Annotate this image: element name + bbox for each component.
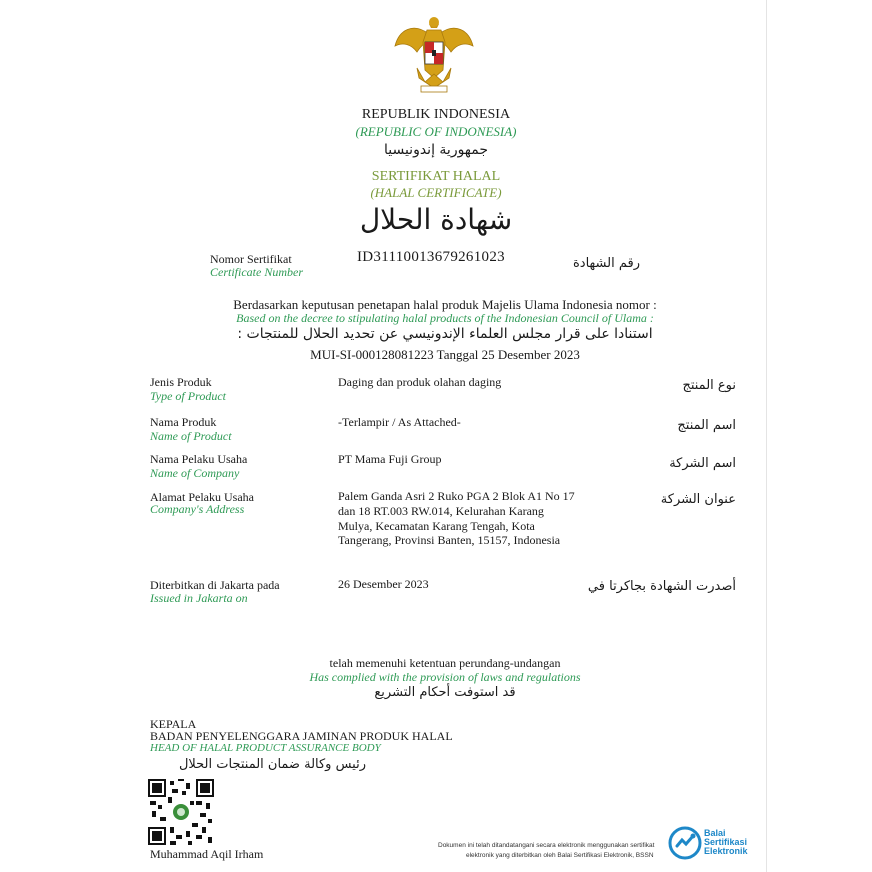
signatory-title-id: KEPALA (150, 717, 197, 731)
page-edge-divider (766, 0, 767, 872)
e-signature-note-line1: Dokumen ini telah ditandatangani secara elektronik menggunakan sertifikat (438, 842, 655, 849)
field-label-ar: نوع المنتج (682, 378, 736, 393)
qr-code-icon (148, 779, 214, 845)
country-name-id: REPUBLIK INDONESIA (361, 107, 511, 122)
field-label-id: Jenis Produk (150, 375, 212, 389)
certificate-number-label-en: Certificate Number (210, 265, 303, 279)
bse-name-line2: Sertifikasi (704, 837, 748, 847)
signatory-agency-id: BADAN PENYELENGGARA JAMINAN PRODUK HALAL (150, 729, 453, 743)
certificate-title-ar: شهادة الحلال (359, 203, 513, 236)
bse-name-line1: Balai (704, 828, 726, 838)
certificate-number-label-id: Nomor Sertifikat (210, 252, 292, 266)
signatory-name: Muhammad Aqil Irham (150, 847, 264, 861)
decree-text-ar: استنادا على قرار مجلس العلماء الإندونيسي عن تحديد الحلال للمنتجات : (237, 326, 653, 342)
decree-text-en: Based on the decree to stipulating halal products of the Indonesian Council of Ulama : (236, 311, 654, 325)
garuda-emblem-icon (393, 12, 475, 96)
certificate-title-id: SERTIFIKAT HALAL (371, 169, 501, 184)
issued-label-id: Diterbitkan di Jakarta pada (150, 578, 280, 592)
field-label-en: Name of Company (150, 466, 240, 480)
field-value: PT Mama Fuji Group (338, 452, 442, 466)
bse-name-line3: Elektronik (704, 846, 748, 856)
certificate-number: ID31110013679261023 (357, 249, 505, 265)
e-signature-note-line2: elektronik yang diterbitkan oleh Balai Sertifikasi Elektronik, BSSN (466, 852, 654, 859)
field-label-ar: اسم المنتج (677, 418, 736, 433)
field-label-id: Nama Pelaku Usaha (150, 452, 248, 466)
certificate-title-en: (HALAL CERTIFICATE) (370, 185, 502, 200)
bse-logo-icon (668, 826, 702, 860)
certificate-number-label-ar: رقم الشهادة (573, 256, 640, 271)
field-value: Daging dan produk olahan daging (338, 375, 502, 389)
address-line: Palem Ganda Asri 2 Ruko PGA 2 Blok A1 No 17 (338, 489, 575, 503)
signatory-title-ar: رئيس وكالة ضمان المنتجات الحلال (178, 757, 366, 772)
field-label-id: Alamat Pelaku Usaha (150, 490, 254, 504)
decree-number: MUI-SI-000128081223 Tanggal 25 Desember 2023 (310, 347, 580, 362)
field-label-id: Nama Produk (150, 415, 217, 429)
compliance-text-ar: قد استوفت أحكام التشريع (374, 685, 516, 700)
country-name-ar: جمهورية إندونيسيا (383, 142, 489, 158)
country-name-en: (REPUBLIC OF INDONESIA) (355, 124, 517, 139)
issued-label-ar: أصدرت الشهادة بجاكرتا في (587, 579, 736, 594)
compliance-text-id: telah memenuhi ketentuan perundang-undangan (329, 656, 561, 670)
address-line: Tangerang, Provinsi Banten, 15157, Indonesia (338, 533, 561, 547)
field-label-ar: اسم الشركة (669, 456, 736, 471)
field-value: -Terlampir / As Attached- (338, 415, 461, 429)
address-line: dan 18 RT.003 RW.014, Kelurahan Karang (338, 504, 544, 518)
field-label-ar: عنوان الشركة (660, 492, 736, 507)
field-label-en: Company's Address (150, 502, 245, 516)
field-label-en: Type of Product (150, 389, 226, 403)
address-line: Mulya, Kecamatan Karang Tengah, Kota (338, 519, 535, 533)
compliance-text-en: Has complied with the provision of laws and regulations (309, 670, 581, 684)
field-label-en: Name of Product (150, 429, 232, 443)
signatory-title-en: HEAD OF HALAL PRODUCT ASSURANCE BODY (150, 742, 381, 754)
issued-date: 26 Desember 2023 (338, 577, 429, 591)
decree-text-id: Berdasarkan keputusan penetapan halal produk Majelis Ulama Indonesia nomor : (233, 297, 657, 312)
issued-label-en: Issued in Jakarta on (150, 591, 248, 605)
